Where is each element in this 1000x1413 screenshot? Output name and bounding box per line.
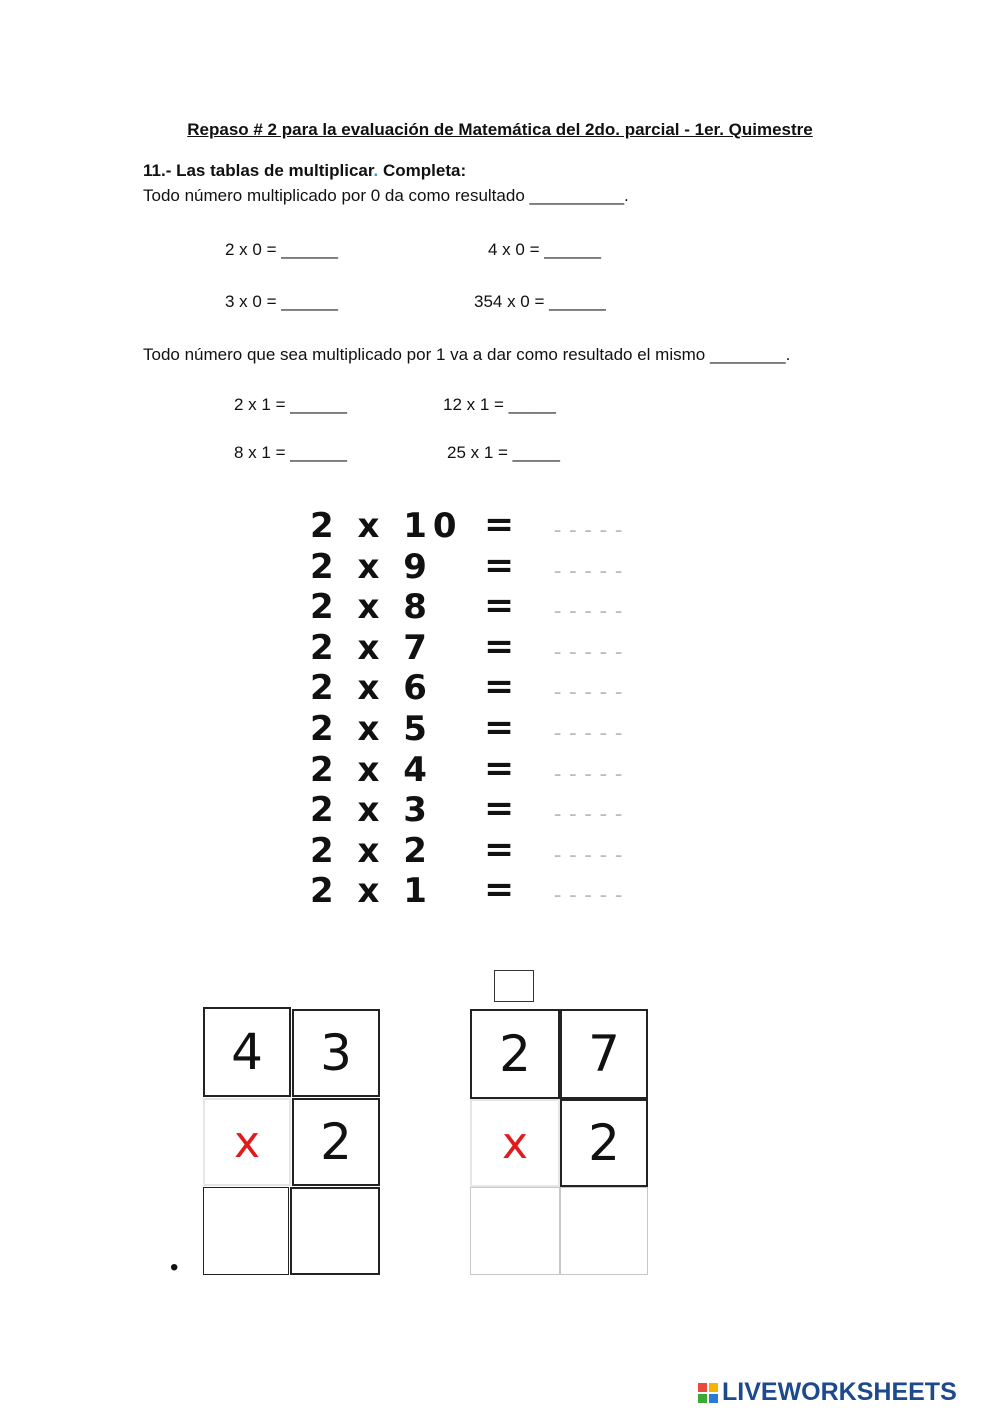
grid-a-answer-tens[interactable] bbox=[203, 1187, 289, 1275]
page-title: Repaso # 2 para la evaluación de Matemática del 2do. parcial - 1er. Quimestre bbox=[187, 120, 813, 139]
liveworksheets-logo bbox=[698, 1378, 957, 1407]
times-row-expr: 2 x 7 bbox=[310, 628, 433, 668]
zero-expr-4[interactable]: 354 x 0 = ______ bbox=[474, 292, 606, 311]
times-row-expr: 2 x 10 bbox=[310, 506, 463, 546]
times-row-equals: = bbox=[484, 788, 515, 829]
grid-a-multiplier: 2 bbox=[292, 1098, 380, 1186]
grid-b-top-tens: 2 bbox=[470, 1009, 560, 1099]
times-row-expr: 2 x 8 bbox=[310, 587, 433, 627]
grid-a-top-units: 3 bbox=[292, 1009, 380, 1097]
one-expr-3[interactable]: 8 x 1 = ______ bbox=[234, 443, 347, 462]
section-heading-dot: . bbox=[373, 161, 379, 180]
zero-expr-3[interactable]: 3 x 0 = ______ bbox=[225, 292, 338, 311]
times-row-expr: 2 x 2 bbox=[310, 831, 433, 871]
times-row-equals: = bbox=[484, 585, 515, 626]
times-row-expr: 2 x 1 bbox=[310, 871, 433, 911]
logo-mark-blue bbox=[709, 1394, 718, 1403]
times-row-expr: 2 x 3 bbox=[310, 790, 433, 830]
times-row-answer-blank[interactable]: ----- bbox=[551, 599, 628, 624]
logo-mark-icon bbox=[698, 1383, 718, 1403]
logo-text: LIVEWORKSHEETS bbox=[722, 1378, 957, 1406]
grid-a-sign: x bbox=[203, 1098, 291, 1186]
bullet-point: • bbox=[170, 1254, 179, 1281]
faint-margin-text bbox=[268, 800, 277, 803]
carry-box[interactable] bbox=[494, 970, 534, 1002]
times-row-answer-blank[interactable]: ----- bbox=[551, 680, 628, 705]
grid-b-answer-tens[interactable] bbox=[470, 1187, 560, 1275]
rule-zero-text: Todo número multiplicado por 0 da como resultado __________. bbox=[143, 186, 629, 205]
grid-a-top-tens: 4 bbox=[203, 1007, 291, 1097]
logo-mark-yellow bbox=[709, 1383, 718, 1392]
times-row-equals: = bbox=[484, 707, 515, 748]
times-row-expr: 2 x 5 bbox=[310, 709, 433, 749]
section-heading-instruction: Completa: bbox=[378, 161, 467, 180]
times-row-answer-blank[interactable]: ----- bbox=[551, 559, 628, 584]
zero-expr-2[interactable]: 4 x 0 = ______ bbox=[488, 240, 601, 259]
logo-mark-green bbox=[698, 1394, 707, 1403]
grid-b-multiplier: 2 bbox=[560, 1099, 648, 1187]
one-expr-4[interactable]: 25 x 1 = _____ bbox=[447, 443, 560, 462]
grid-b-answer-units[interactable] bbox=[560, 1187, 648, 1275]
times-row-expr: 2 x 9 bbox=[310, 547, 433, 587]
grid-b-sign: x bbox=[470, 1099, 560, 1187]
times-row-equals: = bbox=[484, 869, 515, 910]
times-row-expr: 2 x 4 bbox=[310, 750, 433, 790]
rule-one-text: Todo número que sea multiplicado por 1 va a dar como resultado el mismo ________. bbox=[143, 345, 791, 364]
times-row-equals: = bbox=[484, 626, 515, 667]
times-row-equals: = bbox=[484, 748, 515, 789]
one-expr-2[interactable]: 12 x 1 = _____ bbox=[443, 395, 556, 414]
times-row-expr: 2 x 6 bbox=[310, 668, 433, 708]
times-row-answer-blank[interactable]: ----- bbox=[551, 762, 628, 787]
times-row-equals: = bbox=[484, 545, 515, 586]
times-row-equals: = bbox=[484, 666, 515, 707]
times-row-equals: = bbox=[484, 504, 515, 545]
times-row-answer-blank[interactable]: ----- bbox=[551, 802, 628, 827]
times-row-answer-blank[interactable]: ----- bbox=[551, 721, 628, 746]
zero-expr-1[interactable]: 2 x 0 = ______ bbox=[225, 240, 338, 259]
times-row-answer-blank[interactable]: ----- bbox=[551, 843, 628, 868]
grid-b-top-units: 7 bbox=[560, 1009, 648, 1099]
section-heading bbox=[143, 161, 466, 181]
times-row-answer-blank[interactable]: ----- bbox=[551, 640, 628, 665]
times-row-answer-blank[interactable]: ----- bbox=[551, 883, 628, 908]
section-heading-text: 11.- Las tablas de multiplicar bbox=[143, 161, 374, 180]
grid-a-answer-units[interactable] bbox=[290, 1187, 380, 1275]
times-row-answer-blank[interactable]: ----- bbox=[551, 518, 628, 543]
one-expr-1[interactable]: 2 x 1 = ______ bbox=[234, 395, 347, 414]
logo-mark-red bbox=[698, 1383, 707, 1392]
times-row-equals: = bbox=[484, 829, 515, 870]
